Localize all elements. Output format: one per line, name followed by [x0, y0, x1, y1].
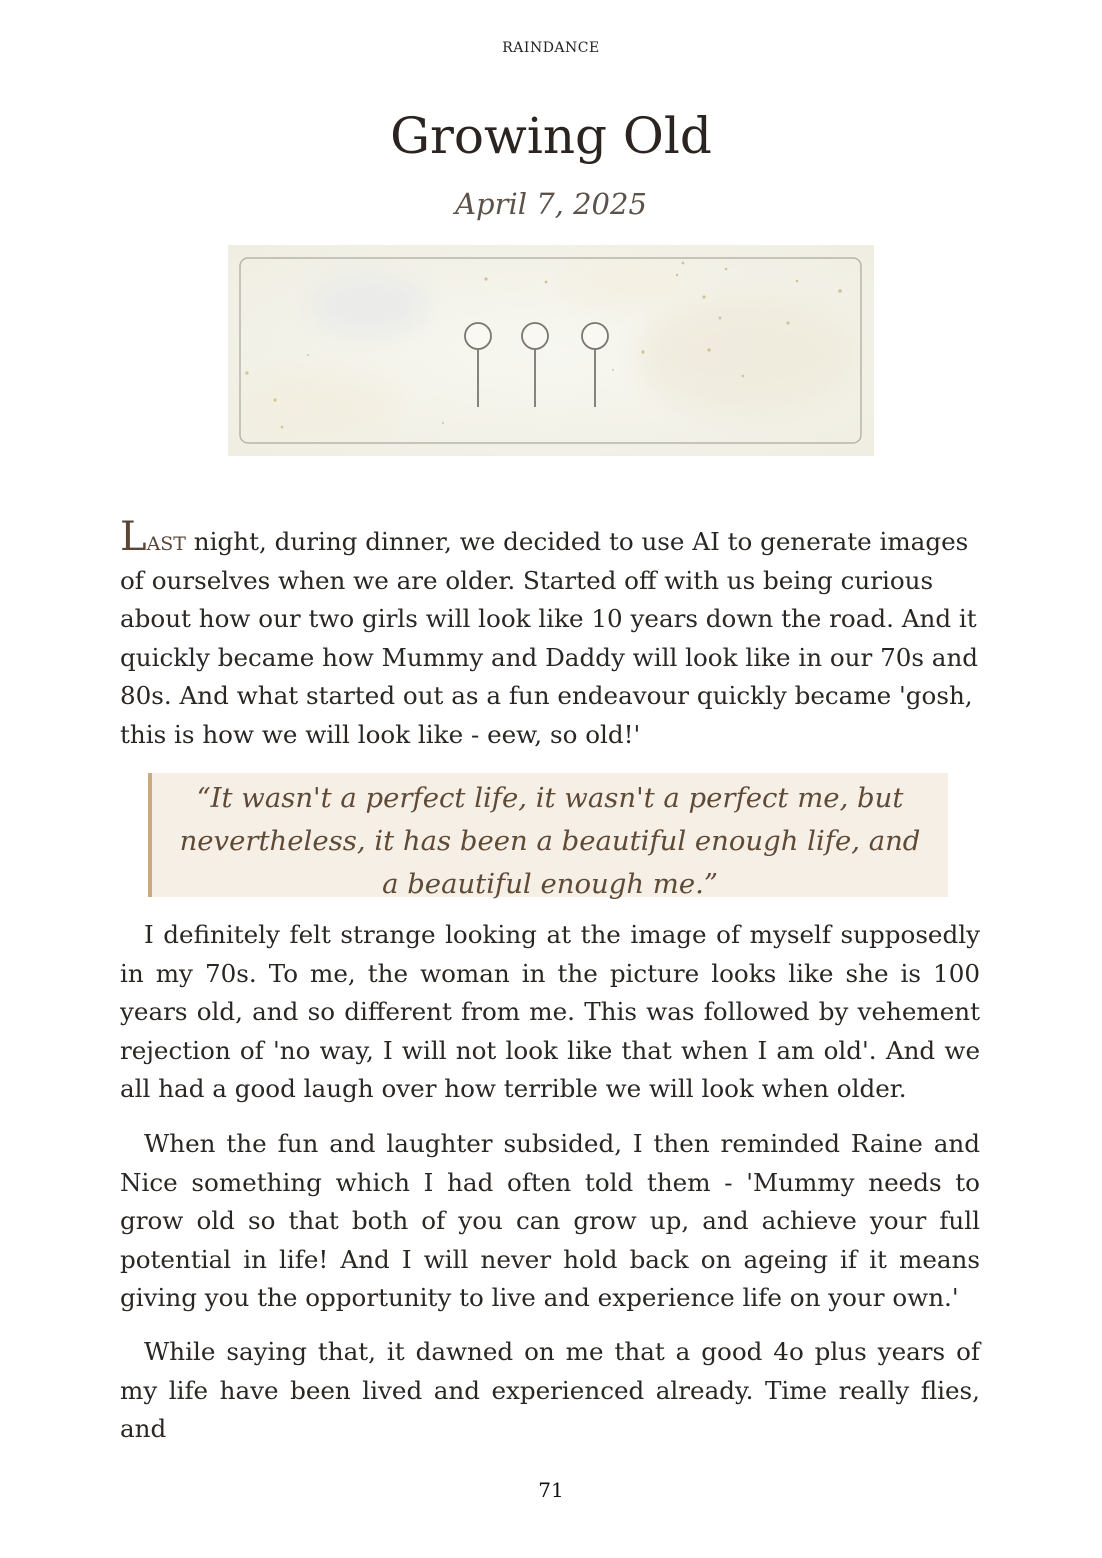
- article-title: Growing Old: [390, 107, 712, 165]
- paragraph-4: [120, 1333, 980, 1449]
- dropcap-rest: ast: [146, 526, 186, 557]
- banner-image: [228, 245, 874, 456]
- paragraph-1-text: night, during dinner, we decided to use AI to generate images of ourselves when we are older. Started off with us being curious about how our two girls will look like 10 years down the road. And it quickly became how Mummy and Daddy will look like in our 70s and 80s. And what started out as a fun endeavour quickly became 'gosh, this is how we will look like - eew, so old!': [120, 527, 979, 749]
- page-number: 71: [538, 1478, 564, 1502]
- dropcap-letter: L: [120, 514, 147, 560]
- paragraph-2: [120, 916, 980, 1109]
- dropcap: [120, 514, 186, 560]
- three-pins-illustration-icon: [228, 245, 874, 456]
- paragraph-2-text: I definitely felt strange looking at the image of myself supposedly in my 70s. To me, the woman in the picture looks like she is 100 years old, and so different from me. This was followed by vehement rejection of 'no way, I will not look like that when I am old'. And we all had a good laugh over how terrible we will look when older.: [120, 920, 980, 1104]
- running-header: RAINDANCE: [502, 40, 600, 56]
- paragraph-1: [120, 514, 980, 755]
- article-date: April 7, 2025: [455, 187, 647, 221]
- paragraph-3-text: When the fun and laughter subsided, I then reminded Raine and Nice something which I had often told them - 'Mummy needs to grow old so that both of you can grow up, and achieve your full potential in life! And I will never hold back on ageing if it means giving you the opportunity to live and experience life on your own.': [120, 1129, 980, 1313]
- paragraph-3: [120, 1125, 980, 1318]
- pull-quote: “It wasn't a perfect life, it wasn't a perfect me, but nevertheless, it has been a beautiful enough life, and a beautiful enough me.”: [148, 773, 948, 897]
- paragraph-4-text: While saying that, it dawned on me that a good 4o plus years of my life have been lived and experienced already. Time really flies, and: [120, 1337, 980, 1444]
